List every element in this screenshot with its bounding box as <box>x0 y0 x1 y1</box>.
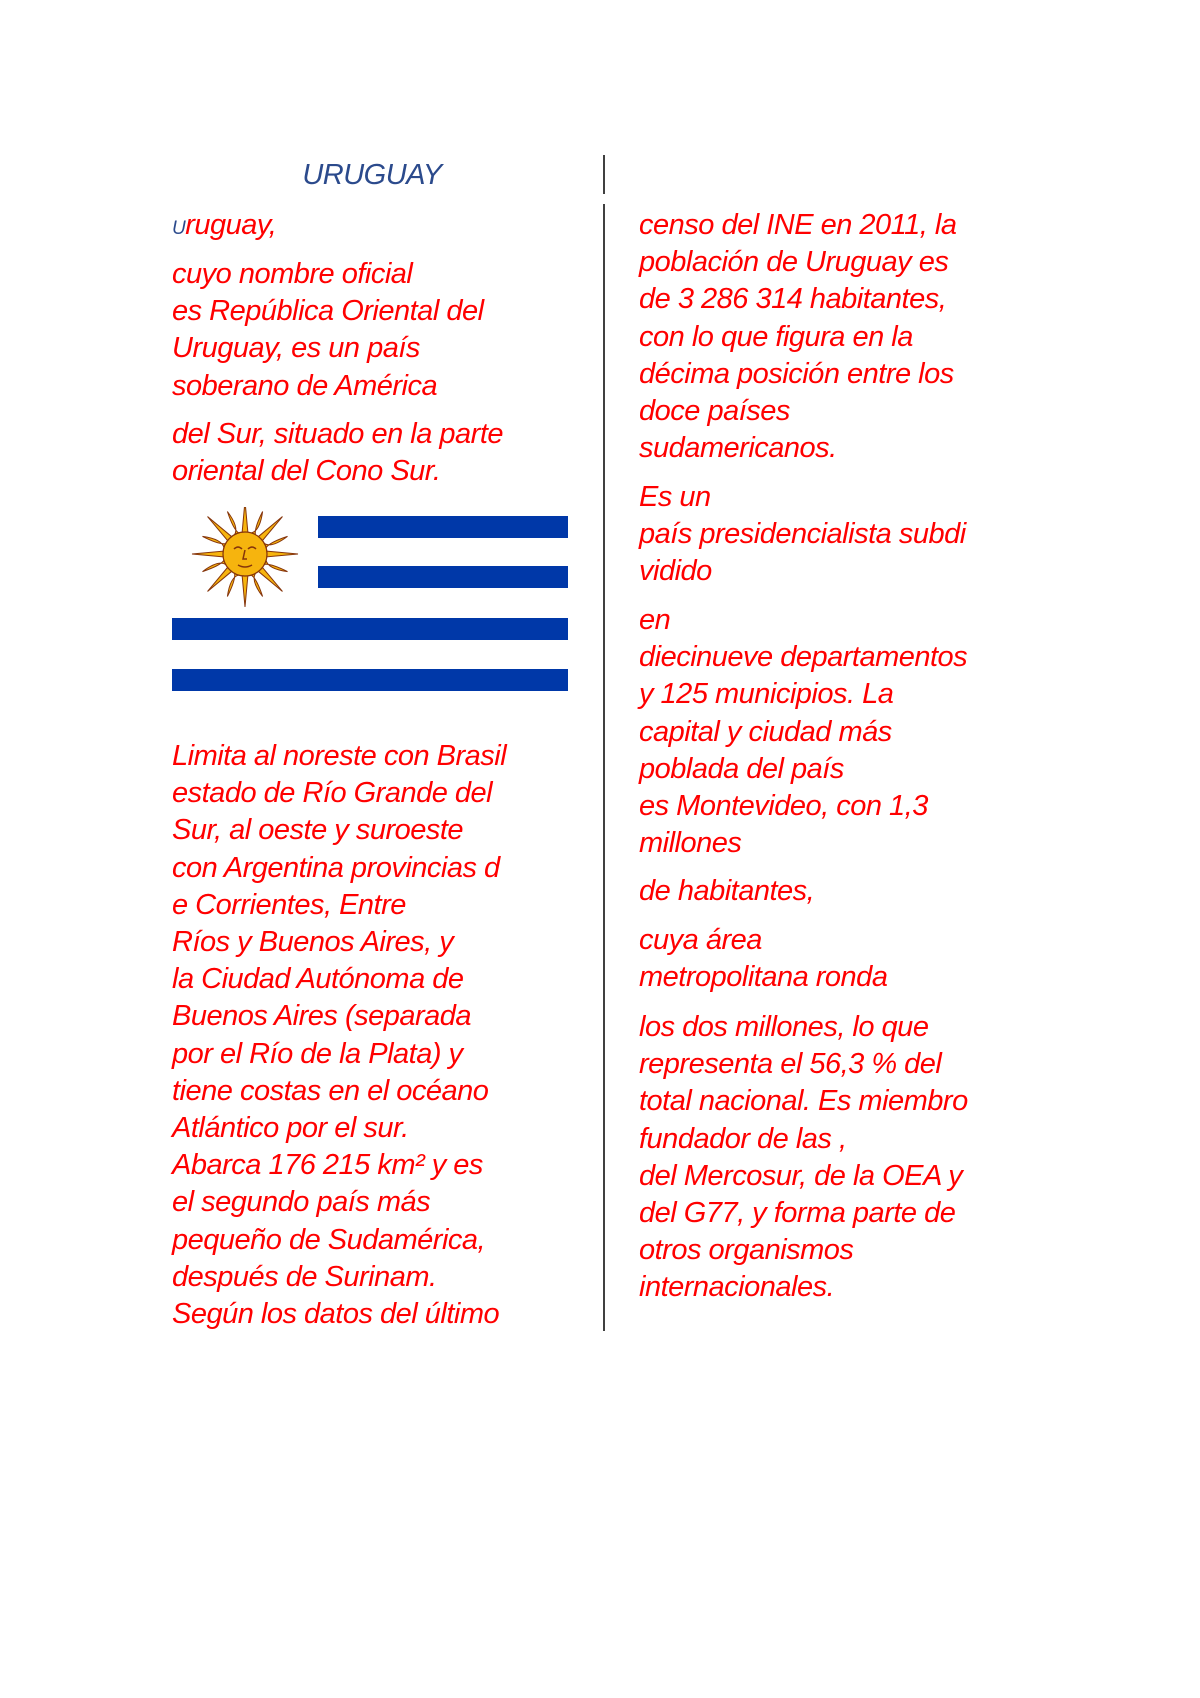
text-line: internacionales. <box>639 1271 835 1304</box>
text-line: Abarca 176 215 km² y es <box>172 1149 483 1182</box>
text-line: sudamericanos. <box>639 432 837 465</box>
paragraph-r4 <box>639 873 814 910</box>
flag-stripe <box>172 669 568 691</box>
text-line: Limita al noreste con Brasil <box>172 740 507 772</box>
flag-stripe <box>172 618 568 640</box>
drop-letter: U <box>172 218 186 239</box>
text-line: e Corrientes, Entre <box>172 888 406 921</box>
text-line: Buenos Aires (separada <box>172 1000 472 1033</box>
text-line: es República Oriental del <box>172 295 484 328</box>
uruguay-flag-image <box>172 507 568 698</box>
text-line: de 3 286 314 habitantes, <box>639 283 947 316</box>
text-line: cuyo nombre oficial <box>172 258 413 290</box>
text-line: Según los datos del último <box>172 1298 500 1331</box>
text-line: Atlántico por el sur. <box>172 1112 409 1145</box>
text-line: representa el 56,3 % del <box>639 1048 942 1081</box>
paragraph-r5 <box>639 922 887 996</box>
paragraph-r1 <box>639 207 956 467</box>
text-line: diecinueve departamentos <box>639 641 968 674</box>
intro-first-word <box>172 207 276 247</box>
text-line: por el Río de la Plata) y <box>172 1037 463 1070</box>
text-line: metropolitana ronda <box>639 961 888 994</box>
text-line: capital y ciudad más <box>639 715 892 748</box>
text-line: total nacional. Es miembro <box>639 1085 968 1118</box>
paragraph-r3 <box>639 602 967 862</box>
flag-stripe <box>318 566 568 588</box>
text-line: país presidencialista subdi <box>639 518 966 551</box>
text-line: Es un <box>639 481 711 513</box>
flag-stripe <box>318 516 568 538</box>
text-line: con lo que figura en la <box>639 320 913 353</box>
text-line: es Montevideo, con 1,3 <box>639 790 928 823</box>
column-divider-top <box>603 155 605 194</box>
text-line: cuya área <box>639 924 762 956</box>
paragraph-r2 <box>639 479 966 591</box>
text-line: Ríos y Buenos Aires, y <box>172 926 454 959</box>
text-line: oriental del Cono Sur. <box>172 455 441 488</box>
text-line: otros organismos <box>639 1234 854 1267</box>
paragraph-2 <box>172 416 503 490</box>
text-line: doce países <box>639 395 790 428</box>
page-title: URUGUAY <box>302 159 442 191</box>
text-line: el segundo país más <box>172 1186 431 1219</box>
text-line: poblada del país <box>639 752 844 785</box>
text-line: décima posición entre los <box>639 357 954 390</box>
text-line: vidido <box>639 555 712 588</box>
text-line: Uruguay, es un país <box>172 332 420 365</box>
sun-face <box>223 532 267 576</box>
text-line: después de Surinam. <box>172 1260 437 1293</box>
text-line: los dos millones, lo que <box>639 1011 929 1043</box>
text-line: pequeño de Sudamérica, <box>172 1223 486 1256</box>
text-line: tiene costas en el océano <box>172 1074 489 1107</box>
first-word-rest: ruguay, <box>185 209 277 241</box>
text-line: del G77, y forma parte de <box>639 1197 956 1230</box>
text-line: y 125 municipios. La <box>639 678 894 711</box>
paragraph-3 <box>172 738 506 1333</box>
text-line: fundador de las , <box>639 1122 847 1155</box>
text-line: soberano de América <box>172 369 438 402</box>
text-line: de habitantes, <box>639 875 815 907</box>
text-line: población de Uruguay es <box>639 246 949 279</box>
text-line: la Ciudad Autónoma de <box>172 963 464 996</box>
text-line: con Argentina provincias d <box>172 851 500 884</box>
text-line: millones <box>639 827 742 860</box>
text-line: en <box>639 604 671 636</box>
column-divider <box>603 204 605 1331</box>
text-line: Sur, al oeste y suroeste <box>172 814 464 847</box>
paragraph-1 <box>172 256 484 405</box>
text-line: del Sur, situado en la parte <box>172 418 504 450</box>
text-line: censo del INE en 2011, la <box>639 209 957 241</box>
paragraph-r6 <box>639 1009 968 1307</box>
text-line: del Mercosur, de la OEA y <box>639 1159 963 1192</box>
text-line: estado de Río Grande del <box>172 777 493 810</box>
